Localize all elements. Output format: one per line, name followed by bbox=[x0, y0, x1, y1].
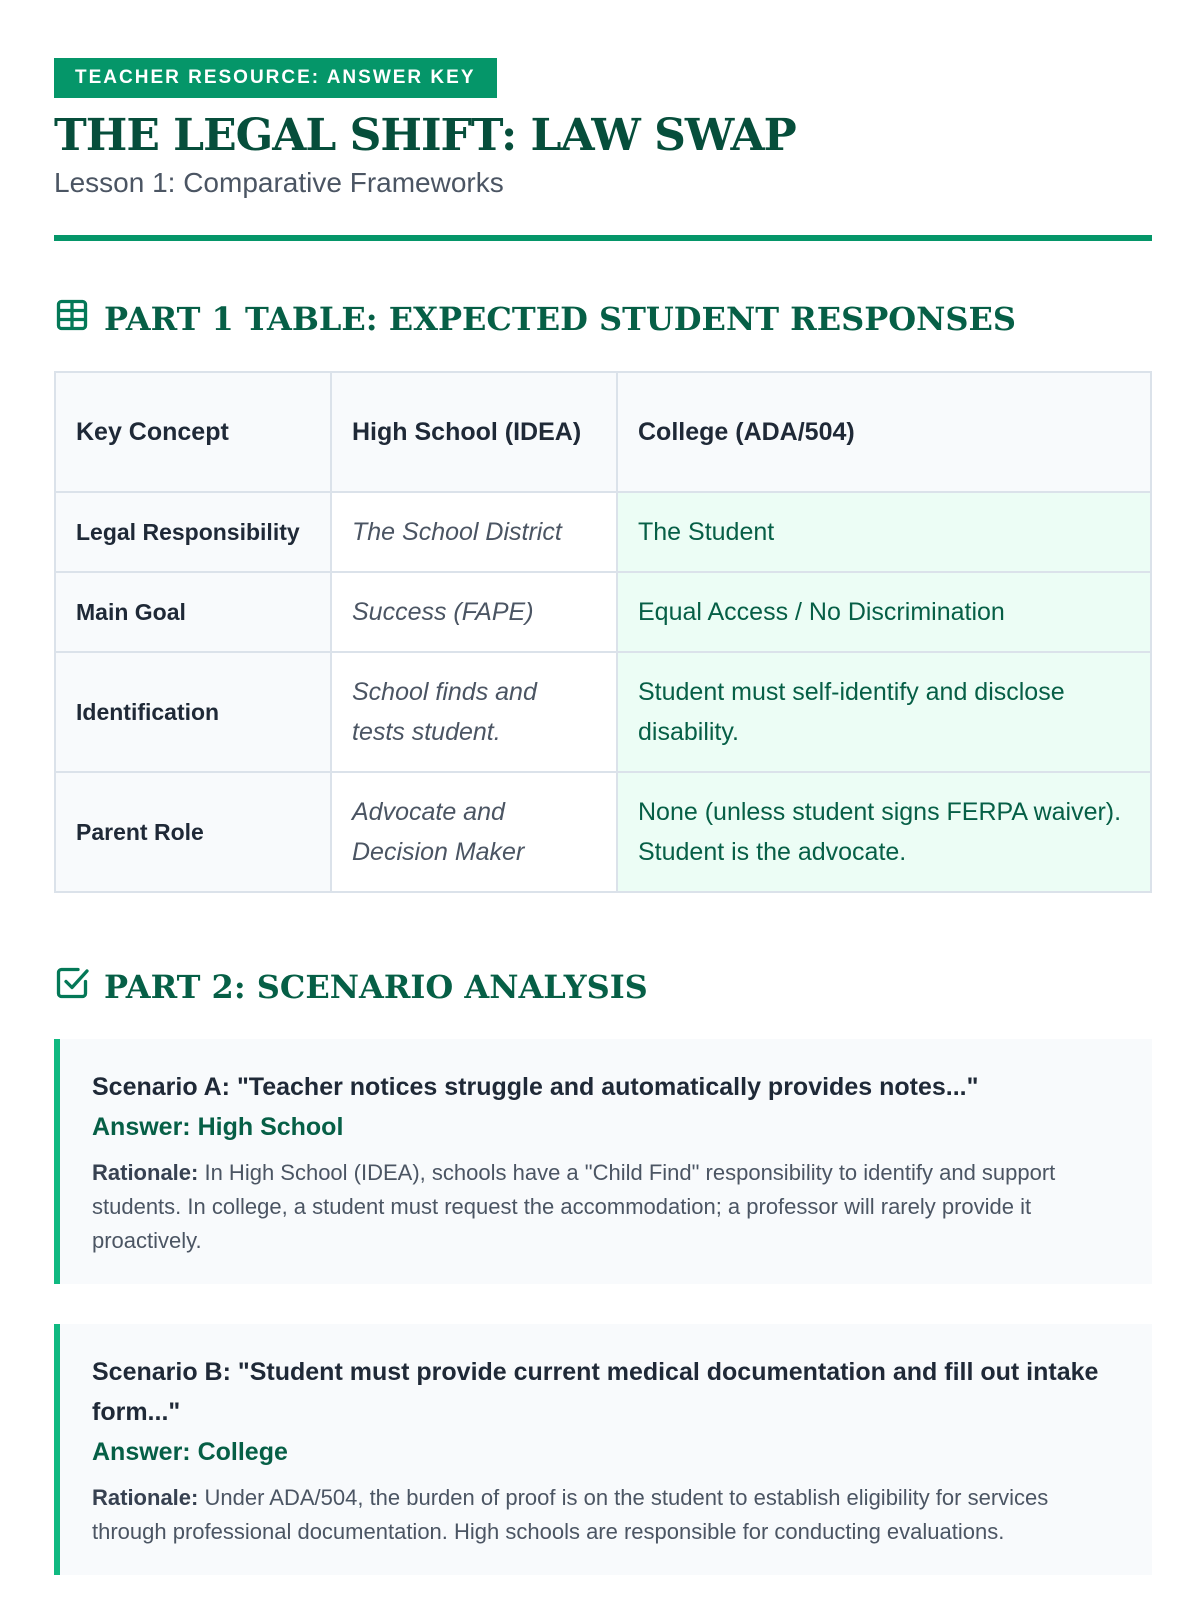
column-header: College (ADA/504) bbox=[617, 372, 1151, 492]
rationale-text: Under ADA/504, the burden of proof is on the student to establish eligibility for services through professional documentation. High schools are responsible for conducting evaluations. bbox=[92, 1485, 1049, 1544]
checkbox-icon bbox=[54, 965, 90, 1009]
rationale-label: Rationale: bbox=[92, 1160, 199, 1185]
page-subtitle: Lesson 1: Comparative Frameworks bbox=[54, 167, 504, 198]
table-header-row bbox=[55, 372, 1151, 492]
teacher-resource-badge: TEACHER RESOURCE: ANSWER KEY bbox=[54, 58, 497, 98]
part1-heading bbox=[54, 297, 1152, 341]
high-school-cell: Success (FAPE) bbox=[331, 572, 617, 652]
column-header: Key Concept bbox=[55, 372, 331, 492]
key-concept-cell: Identification bbox=[55, 652, 331, 772]
key-concept-cell: Parent Role bbox=[55, 772, 331, 892]
header-divider bbox=[54, 235, 1152, 241]
scenario-question: Scenario A: "Teacher notices struggle and automatically provides notes..." bbox=[92, 1073, 979, 1101]
part2-heading bbox=[54, 965, 1152, 1009]
high-school-cell: Advocate and Decision Maker bbox=[331, 772, 617, 892]
high-school-cell: School finds and tests student. bbox=[331, 652, 617, 772]
table-icon bbox=[54, 297, 90, 341]
scenario-answer: Answer: High School bbox=[92, 1113, 344, 1141]
expected-responses-table bbox=[54, 371, 1152, 893]
part2-heading-text: PART 2: SCENARIO ANALYSIS bbox=[104, 968, 648, 1006]
scenario-card-b bbox=[54, 1324, 1152, 1575]
scenario-answer: Answer: College bbox=[92, 1438, 288, 1466]
key-concept-cell: Legal Responsibility bbox=[55, 492, 331, 572]
scenario-card-a bbox=[54, 1039, 1152, 1284]
college-cell: The Student bbox=[617, 492, 1151, 572]
college-cell: Student must self-identify and disclose disability. bbox=[617, 652, 1151, 772]
table-row bbox=[55, 652, 1151, 772]
high-school-cell: The School District bbox=[331, 492, 617, 572]
scenario-rationale bbox=[92, 1481, 1120, 1549]
key-concept-cell: Main Goal bbox=[55, 572, 331, 652]
page-title: THE LEGAL SHIFT: LAW SWAP bbox=[54, 110, 796, 161]
part1-heading-text: PART 1 TABLE: EXPECTED STUDENT RESPONSES bbox=[104, 300, 1017, 338]
column-header: High School (IDEA) bbox=[331, 372, 617, 492]
table-row bbox=[55, 572, 1151, 652]
scenario-rationale bbox=[92, 1156, 1120, 1258]
rationale-text: In High School (IDEA), schools have a "Child Find" responsibility to identify and support students. In college, a student must request the accommodation; a professor will rarely provide it proactively. bbox=[92, 1160, 1056, 1253]
college-cell: None (unless student signs FERPA waiver). Student is the advocate. bbox=[617, 772, 1151, 892]
scenario-question: Scenario B: "Student must provide current medical documentation and fill out intake form..." bbox=[92, 1358, 1099, 1426]
college-cell: Equal Access / No Discrimination bbox=[617, 572, 1151, 652]
table-row bbox=[55, 492, 1151, 572]
rationale-label: Rationale: bbox=[92, 1485, 199, 1510]
table-row bbox=[55, 772, 1151, 892]
